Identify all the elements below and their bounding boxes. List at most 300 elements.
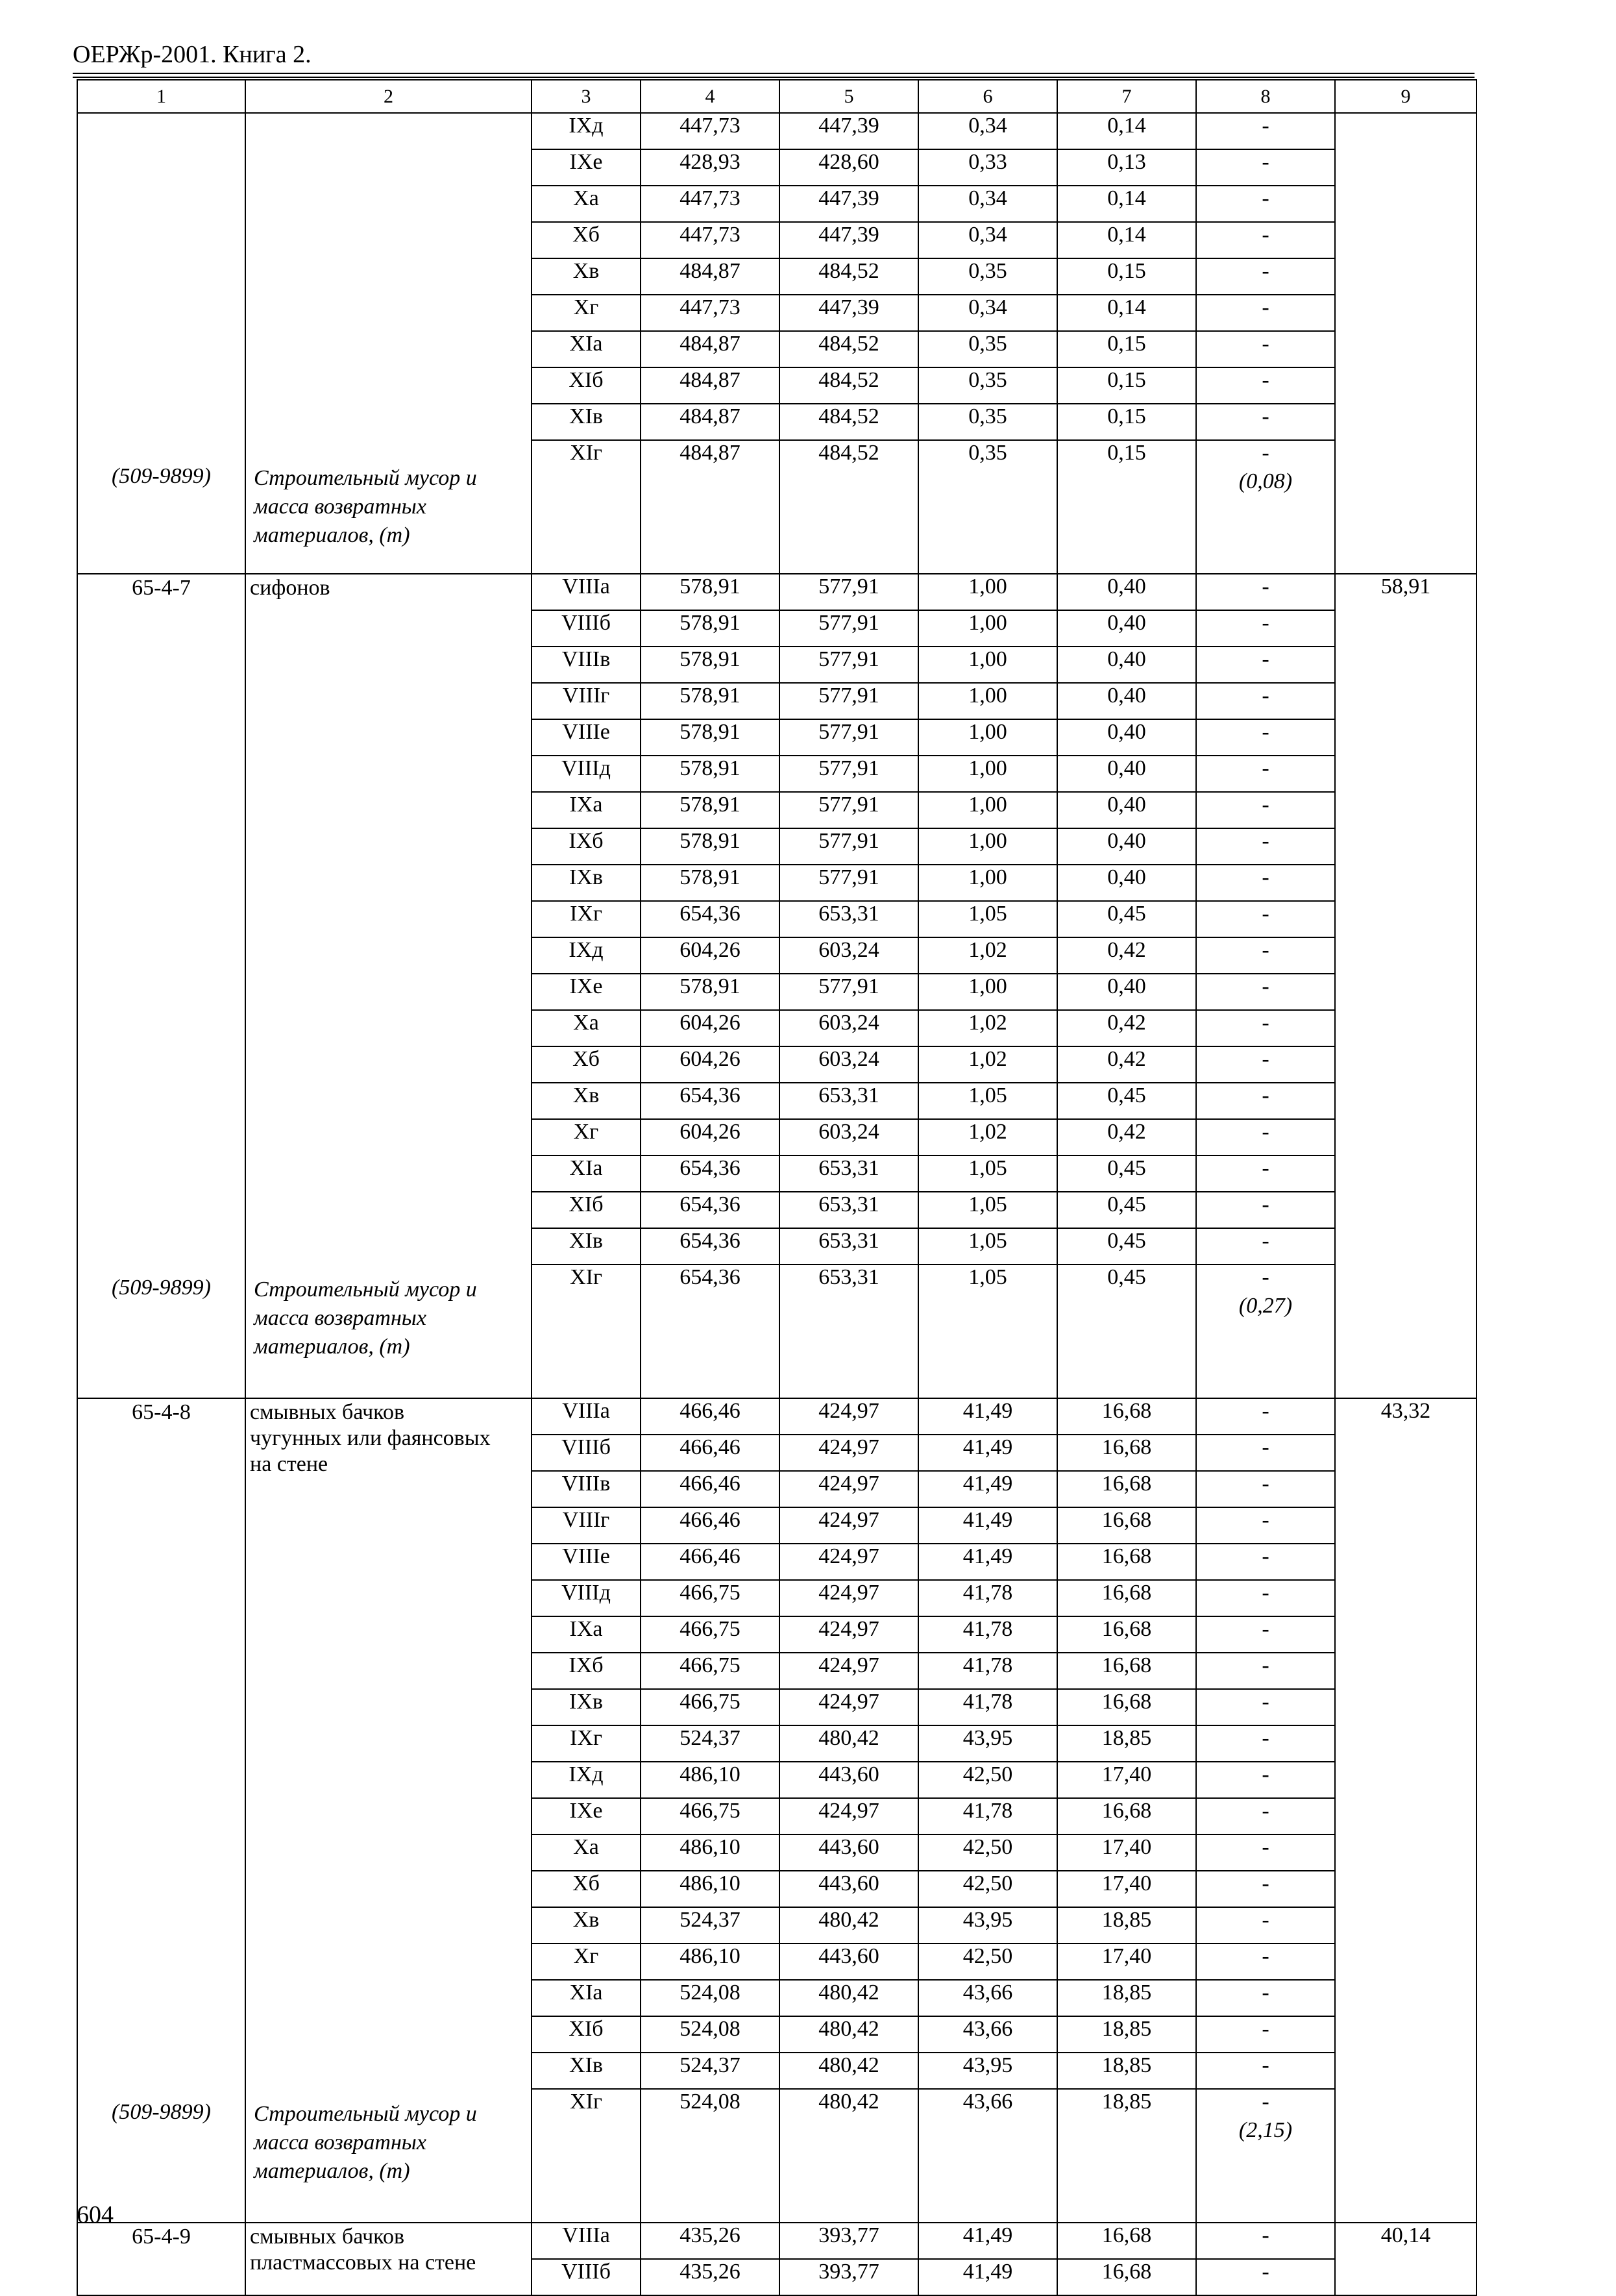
cell-col-5: 424,97 <box>779 1471 918 1507</box>
page-number: 604 <box>77 2201 114 2228</box>
cell-col-7: 18,85 <box>1057 2016 1196 2053</box>
column-number: 5 <box>779 80 918 113</box>
cell-col-7: 0,15 <box>1057 404 1196 440</box>
cell-col-7: 16,68 <box>1057 1653 1196 1689</box>
waste-code: (509-9899) <box>112 1276 211 1300</box>
cell-col-4: 466,75 <box>641 1798 779 1834</box>
cell-col-8: - <box>1196 1580 1335 1616</box>
cell-col-8: - <box>1196 719 1335 756</box>
cell-col-5: 603,24 <box>779 1119 918 1155</box>
cell-col-3: Xб <box>532 222 641 258</box>
cell-col-5: 424,97 <box>779 1507 918 1544</box>
cell-col-7: 18,85 <box>1057 1725 1196 1762</box>
cell-col-5: 447,39 <box>779 295 918 331</box>
rates-table <box>77 79 1477 2296</box>
cell-col-4: 484,87 <box>641 258 779 295</box>
cell-col-4: 578,91 <box>641 683 779 719</box>
cell-col-3: Xб <box>532 1871 641 1907</box>
cell-col-6: 43,95 <box>918 1725 1057 1762</box>
cell-col-5: 484,52 <box>779 404 918 440</box>
waste-name <box>254 2100 528 2186</box>
cell-col-6: 1,00 <box>918 865 1057 901</box>
cell-col-3: VIIIб <box>532 2259 641 2295</box>
cell-col-5: 447,39 <box>779 222 918 258</box>
cell-col-3: VIIIа <box>532 1398 641 1435</box>
cell-col-3: IXа <box>532 792 641 828</box>
cell-col-7: 0,40 <box>1057 647 1196 683</box>
cell-col-7: 16,68 <box>1057 1616 1196 1653</box>
cell-col-4: 466,75 <box>641 1689 779 1725</box>
total-cell: 43,32 <box>1335 1398 1476 2223</box>
cell-col-5: 577,91 <box>779 828 918 865</box>
cell-col-7: 0,45 <box>1057 1155 1196 1192</box>
cell-col-4: 486,10 <box>641 1834 779 1871</box>
cell-col-8: - <box>1196 1083 1335 1119</box>
cell-col-5: 393,77 <box>779 2259 918 2295</box>
cell-col-7: 0,42 <box>1057 1119 1196 1155</box>
cell-col-6: 0,35 <box>918 258 1057 295</box>
cell-col-3: IXб <box>532 1653 641 1689</box>
cell-col-8: - <box>1196 2053 1335 2089</box>
cell-col-5: 603,24 <box>779 1046 918 1083</box>
cell-col-6: 1,00 <box>918 574 1057 610</box>
cell-col-7: 17,40 <box>1057 1944 1196 1980</box>
cell-col-6: 43,95 <box>918 1907 1057 1944</box>
cell-col-4: 466,75 <box>641 1580 779 1616</box>
cell-col-6: 41,78 <box>918 1616 1057 1653</box>
cell-col-8: - <box>1196 1944 1335 1980</box>
cell-col-6: 1,02 <box>918 1010 1057 1046</box>
cell-col-5: 424,97 <box>779 1653 918 1689</box>
cell-col-5: 484,52 <box>779 258 918 295</box>
cell-col-6: 0,33 <box>918 149 1057 186</box>
cell-col-8: - <box>1196 1471 1335 1507</box>
work-name-line: сифонов <box>250 576 330 600</box>
cell-col-6: 1,02 <box>918 1119 1057 1155</box>
cell-col-8: - <box>1196 258 1335 295</box>
cell-col-7: 16,68 <box>1057 1398 1196 1435</box>
cell-col-7: 0,40 <box>1057 719 1196 756</box>
cell-col-3: IXв <box>532 1689 641 1725</box>
column-number-row <box>77 80 1476 113</box>
column-number: 3 <box>532 80 641 113</box>
cell-col-8-value: - <box>1262 1265 1269 1289</box>
rate-code: 65-4-8 <box>132 1400 191 1424</box>
cell-col-5: 603,24 <box>779 1010 918 1046</box>
waste-name-line: Строительный мусор и <box>254 1278 477 1302</box>
cell-col-4: 604,26 <box>641 1119 779 1155</box>
cell-col-4: 578,91 <box>641 647 779 683</box>
cell-col-3: IXд <box>532 113 641 149</box>
cell-col-5: 443,60 <box>779 1871 918 1907</box>
cell-col-6: 1,00 <box>918 647 1057 683</box>
cell-col-7: 0,45 <box>1057 1265 1196 1398</box>
cell-col-5: 428,60 <box>779 149 918 186</box>
column-number: 6 <box>918 80 1057 113</box>
cell-col-7: 16,68 <box>1057 1580 1196 1616</box>
cell-col-3: XIб <box>532 1192 641 1228</box>
cell-col-5: 577,91 <box>779 647 918 683</box>
cell-col-7: 0,40 <box>1057 683 1196 719</box>
cell-col-4: 578,91 <box>641 574 779 610</box>
cell-col-5: 393,77 <box>779 2223 918 2259</box>
waste-value: (2,15) <box>1238 2118 1293 2142</box>
rates-table-body <box>77 80 1476 2295</box>
cell-col-4: 484,87 <box>641 404 779 440</box>
cell-col-3: IXв <box>532 865 641 901</box>
cell-col-8 <box>1196 2089 1335 2223</box>
code-cell <box>77 574 245 1398</box>
cell-col-4: 578,91 <box>641 865 779 901</box>
cell-col-7: 0,14 <box>1057 222 1196 258</box>
cell-col-5: 653,31 <box>779 1228 918 1265</box>
cell-col-5: 424,97 <box>779 1580 918 1616</box>
cell-col-7: 0,40 <box>1057 574 1196 610</box>
cell-col-3: VIIIг <box>532 1507 641 1544</box>
cell-col-6: 1,05 <box>918 1192 1057 1228</box>
cell-col-4: 466,75 <box>641 1653 779 1689</box>
cell-col-3: Xг <box>532 1119 641 1155</box>
cell-col-8: - <box>1196 1871 1335 1907</box>
name-cell <box>245 574 532 1398</box>
waste-name-line: материалов, (т) <box>254 1335 410 1359</box>
cell-col-3: XIб <box>532 2016 641 2053</box>
cell-col-6: 1,05 <box>918 901 1057 937</box>
cell-col-3: VIIIе <box>532 1544 641 1580</box>
cell-col-6: 1,02 <box>918 937 1057 974</box>
cell-col-3: IXд <box>532 1762 641 1798</box>
cell-col-7: 0,14 <box>1057 295 1196 331</box>
cell-col-8: - <box>1196 1398 1335 1435</box>
cell-col-4: 466,46 <box>641 1544 779 1580</box>
cell-col-3: IXа <box>532 1616 641 1653</box>
cell-col-4: 604,26 <box>641 1010 779 1046</box>
cell-col-8: - <box>1196 1435 1335 1471</box>
cell-col-3: Xа <box>532 186 641 222</box>
cell-col-6: 41,78 <box>918 1580 1057 1616</box>
cell-col-6: 1,00 <box>918 828 1057 865</box>
cell-col-6: 1,00 <box>918 974 1057 1010</box>
column-number: 4 <box>641 80 779 113</box>
cell-col-6: 41,49 <box>918 2223 1057 2259</box>
cell-col-6: 41,49 <box>918 1435 1057 1471</box>
cell-col-8: - <box>1196 865 1335 901</box>
cell-col-5: 480,42 <box>779 2016 918 2053</box>
rate-code: 65-4-7 <box>132 576 191 600</box>
cell-col-8: - <box>1196 2259 1335 2295</box>
cell-col-3: XIв <box>532 404 641 440</box>
cell-col-6: 41,49 <box>918 1507 1057 1544</box>
cell-col-3: XIв <box>532 2053 641 2089</box>
cell-col-8: - <box>1196 1834 1335 1871</box>
cell-col-8: - <box>1196 1046 1335 1083</box>
cell-col-6: 0,35 <box>918 367 1057 404</box>
cell-col-3: Xг <box>532 1944 641 1980</box>
cell-col-8: - <box>1196 186 1335 222</box>
cell-col-3: VIIIб <box>532 1435 641 1471</box>
cell-col-5: 653,31 <box>779 1083 918 1119</box>
cell-col-5: 424,97 <box>779 1689 918 1725</box>
waste-name-line: Строительный мусор и <box>254 2102 477 2126</box>
cell-col-5: 480,42 <box>779 2053 918 2089</box>
cell-col-5: 577,91 <box>779 974 918 1010</box>
cell-col-6: 1,00 <box>918 683 1057 719</box>
cell-col-6: 42,50 <box>918 1871 1057 1907</box>
cell-col-6: 0,35 <box>918 404 1057 440</box>
cell-col-6: 0,34 <box>918 295 1057 331</box>
cell-col-6: 43,95 <box>918 2053 1057 2089</box>
work-name-line: смывных бачков <box>250 2225 405 2249</box>
cell-col-3: VIIIг <box>532 683 641 719</box>
code-cell <box>77 113 245 574</box>
cell-col-6: 41,49 <box>918 1398 1057 1435</box>
cell-col-3: IXд <box>532 937 641 974</box>
cell-col-5: 480,42 <box>779 2089 918 2223</box>
cell-col-7: 0,40 <box>1057 610 1196 647</box>
cell-col-7: 18,85 <box>1057 2089 1196 2223</box>
cell-col-5: 447,39 <box>779 186 918 222</box>
code-cell <box>77 2223 245 2295</box>
cell-col-3: XIа <box>532 1155 641 1192</box>
code-cell <box>77 1398 245 2223</box>
cell-col-8: - <box>1196 901 1335 937</box>
cell-col-3: VIIIд <box>532 756 641 792</box>
cell-col-6: 0,34 <box>918 222 1057 258</box>
waste-code: (509-9899) <box>112 464 211 488</box>
cell-col-6: 1,00 <box>918 756 1057 792</box>
cell-col-6: 1,02 <box>918 1046 1057 1083</box>
cell-col-4: 466,75 <box>641 1616 779 1653</box>
cell-col-4: 486,10 <box>641 1871 779 1907</box>
cell-col-3: XIг <box>532 2089 641 2223</box>
cell-col-6: 41,78 <box>918 1689 1057 1725</box>
cell-col-5: 577,91 <box>779 865 918 901</box>
cell-col-8: - <box>1196 610 1335 647</box>
cell-col-8: - <box>1196 1010 1335 1046</box>
cell-col-8-value: - <box>1262 441 1269 465</box>
cell-col-3: IXе <box>532 149 641 186</box>
cell-col-8: - <box>1196 1980 1335 2016</box>
cell-col-6: 1,05 <box>918 1228 1057 1265</box>
cell-col-8: - <box>1196 1616 1335 1653</box>
name-cell <box>245 2223 532 2295</box>
cell-col-4: 654,36 <box>641 1265 779 1398</box>
work-name-line: на стене <box>250 1452 328 1476</box>
cell-col-6: 1,00 <box>918 610 1057 647</box>
cell-col-4: 484,87 <box>641 331 779 367</box>
waste-name-line: материалов, (т) <box>254 2159 410 2183</box>
cell-col-7: 17,40 <box>1057 1834 1196 1871</box>
cell-col-8-value: - <box>1262 2090 1269 2114</box>
cell-col-7: 18,85 <box>1057 2053 1196 2089</box>
cell-col-8: - <box>1196 113 1335 149</box>
cell-col-4: 524,37 <box>641 1725 779 1762</box>
cell-col-6: 0,35 <box>918 331 1057 367</box>
cell-col-8: - <box>1196 1653 1335 1689</box>
cell-col-8: - <box>1196 683 1335 719</box>
cell-col-4: 466,46 <box>641 1435 779 1471</box>
cell-col-4: 435,26 <box>641 2259 779 2295</box>
waste-name-line: Строительный мусор и <box>254 466 477 490</box>
cell-col-8: - <box>1196 1544 1335 1580</box>
cell-col-5: 484,52 <box>779 440 918 574</box>
cell-col-4: 578,91 <box>641 792 779 828</box>
cell-col-6: 1,00 <box>918 792 1057 828</box>
cell-col-6: 41,49 <box>918 1544 1057 1580</box>
cell-col-5: 577,91 <box>779 719 918 756</box>
cell-col-8: - <box>1196 1119 1335 1155</box>
cell-col-5: 577,91 <box>779 756 918 792</box>
rate-code <box>82 114 241 115</box>
cell-col-7: 18,85 <box>1057 1980 1196 2016</box>
cell-col-3: VIIIв <box>532 647 641 683</box>
cell-col-7: 0,45 <box>1057 1228 1196 1265</box>
cell-col-7: 16,68 <box>1057 2259 1196 2295</box>
cell-col-4: 524,08 <box>641 2016 779 2053</box>
cell-col-4: 486,10 <box>641 1762 779 1798</box>
table-row <box>77 1398 1476 1435</box>
cell-col-5: 577,91 <box>779 574 918 610</box>
cell-col-3: Xг <box>532 295 641 331</box>
cell-col-3: Xв <box>532 1083 641 1119</box>
cell-col-3: XIг <box>532 440 641 574</box>
cell-col-5: 424,97 <box>779 1435 918 1471</box>
cell-col-4: 428,93 <box>641 149 779 186</box>
cell-col-7: 0,45 <box>1057 901 1196 937</box>
header-rule-bottom <box>73 77 1475 78</box>
rate-code: 65-4-9 <box>132 2225 191 2249</box>
cell-col-5: 484,52 <box>779 367 918 404</box>
cell-col-3: VIIIе <box>532 719 641 756</box>
cell-col-7: 0,40 <box>1057 974 1196 1010</box>
cell-col-7: 0,40 <box>1057 828 1196 865</box>
cell-col-8: - <box>1196 2223 1335 2259</box>
cell-col-5: 653,31 <box>779 1192 918 1228</box>
cell-col-8: - <box>1196 1507 1335 1544</box>
cell-col-8: - <box>1196 1689 1335 1725</box>
waste-name <box>254 1276 528 1361</box>
cell-col-7: 0,13 <box>1057 149 1196 186</box>
cell-col-7: 17,40 <box>1057 1871 1196 1907</box>
column-number: 1 <box>77 80 245 113</box>
cell-col-3: IXг <box>532 1725 641 1762</box>
cell-col-5: 480,42 <box>779 1725 918 1762</box>
cell-col-6: 1,05 <box>918 1155 1057 1192</box>
cell-col-8: - <box>1196 1228 1335 1265</box>
cell-col-7: 16,68 <box>1057 1544 1196 1580</box>
cell-col-3: VIIIд <box>532 1580 641 1616</box>
cell-col-7: 0,45 <box>1057 1192 1196 1228</box>
cell-col-6: 0,34 <box>918 113 1057 149</box>
cell-col-7: 0,15 <box>1057 440 1196 574</box>
cell-col-4: 654,36 <box>641 901 779 937</box>
waste-name-line: масса возвратных <box>254 2130 426 2154</box>
cell-col-5: 424,97 <box>779 1616 918 1653</box>
work-name-line: пластмассовых на стене <box>250 2251 476 2275</box>
cell-col-4: 654,36 <box>641 1083 779 1119</box>
header-rule-top <box>73 73 1475 74</box>
cell-col-8: - <box>1196 2016 1335 2053</box>
table-row <box>77 574 1476 610</box>
cell-col-6: 42,50 <box>918 1944 1057 1980</box>
cell-col-4: 466,46 <box>641 1398 779 1435</box>
cell-col-4: 486,10 <box>641 1944 779 1980</box>
work-name-line: чугунных или фаянсовых <box>250 1426 491 1450</box>
cell-col-3: Xв <box>532 258 641 295</box>
cell-col-5: 480,42 <box>779 1907 918 1944</box>
cell-col-5: 653,31 <box>779 901 918 937</box>
cell-col-8 <box>1196 1265 1335 1398</box>
cell-col-6: 43,66 <box>918 1980 1057 2016</box>
cell-col-5: 484,52 <box>779 331 918 367</box>
cell-col-4: 524,37 <box>641 1907 779 1944</box>
cell-col-5: 480,42 <box>779 1980 918 2016</box>
cell-col-8 <box>1196 440 1335 574</box>
cell-col-7: 0,45 <box>1057 1083 1196 1119</box>
cell-col-4: 447,73 <box>641 295 779 331</box>
cell-col-6: 41,49 <box>918 2259 1057 2295</box>
waste-code: (509-9899) <box>112 2100 211 2124</box>
cell-col-5: 577,91 <box>779 792 918 828</box>
waste-name-line: масса возвратных <box>254 1306 426 1330</box>
cell-col-4: 578,91 <box>641 610 779 647</box>
cell-col-7: 0,14 <box>1057 113 1196 149</box>
cell-col-5: 577,91 <box>779 610 918 647</box>
cell-col-7: 0,15 <box>1057 331 1196 367</box>
cell-col-4: 654,36 <box>641 1155 779 1192</box>
table-row <box>77 113 1476 149</box>
cell-col-5: 443,60 <box>779 1834 918 1871</box>
total-cell: 40,14 <box>1335 2223 1476 2295</box>
cell-col-3: XIв <box>532 1228 641 1265</box>
cell-col-6: 42,50 <box>918 1762 1057 1798</box>
cell-col-8: - <box>1196 1762 1335 1798</box>
name-cell <box>245 1398 532 2223</box>
waste-value: (0,27) <box>1238 1294 1293 1318</box>
cell-col-4: 524,08 <box>641 1980 779 2016</box>
cell-col-3: XIг <box>532 1265 641 1398</box>
cell-col-3: XIа <box>532 331 641 367</box>
cell-col-4: 578,91 <box>641 828 779 865</box>
page-header-title: ОЕРЖр-2001. Книга 2. <box>73 41 312 68</box>
cell-col-4: 466,46 <box>641 1507 779 1544</box>
cell-col-6: 1,05 <box>918 1083 1057 1119</box>
cell-col-4: 484,87 <box>641 440 779 574</box>
cell-col-8: - <box>1196 367 1335 404</box>
cell-col-7: 0,14 <box>1057 186 1196 222</box>
cell-col-4: 524,37 <box>641 2053 779 2089</box>
cell-col-3: IXе <box>532 1798 641 1834</box>
cell-col-5: 424,97 <box>779 1544 918 1580</box>
cell-col-5: 424,97 <box>779 1798 918 1834</box>
cell-col-4: 654,36 <box>641 1228 779 1265</box>
cell-col-7: 18,85 <box>1057 1907 1196 1944</box>
cell-col-7: 0,42 <box>1057 1046 1196 1083</box>
cell-col-7: 0,15 <box>1057 367 1196 404</box>
cell-col-8: - <box>1196 222 1335 258</box>
column-number: 9 <box>1335 80 1476 113</box>
cell-col-8: - <box>1196 331 1335 367</box>
cell-col-8: - <box>1196 974 1335 1010</box>
cell-col-5: 447,39 <box>779 113 918 149</box>
cell-col-6: 43,66 <box>918 2016 1057 2053</box>
cell-col-6: 1,00 <box>918 719 1057 756</box>
work-name-line: смывных бачков <box>250 1400 405 1424</box>
cell-col-8: - <box>1196 1798 1335 1834</box>
cell-col-8: - <box>1196 828 1335 865</box>
cell-col-3: IXг <box>532 901 641 937</box>
cell-col-4: 578,91 <box>641 756 779 792</box>
